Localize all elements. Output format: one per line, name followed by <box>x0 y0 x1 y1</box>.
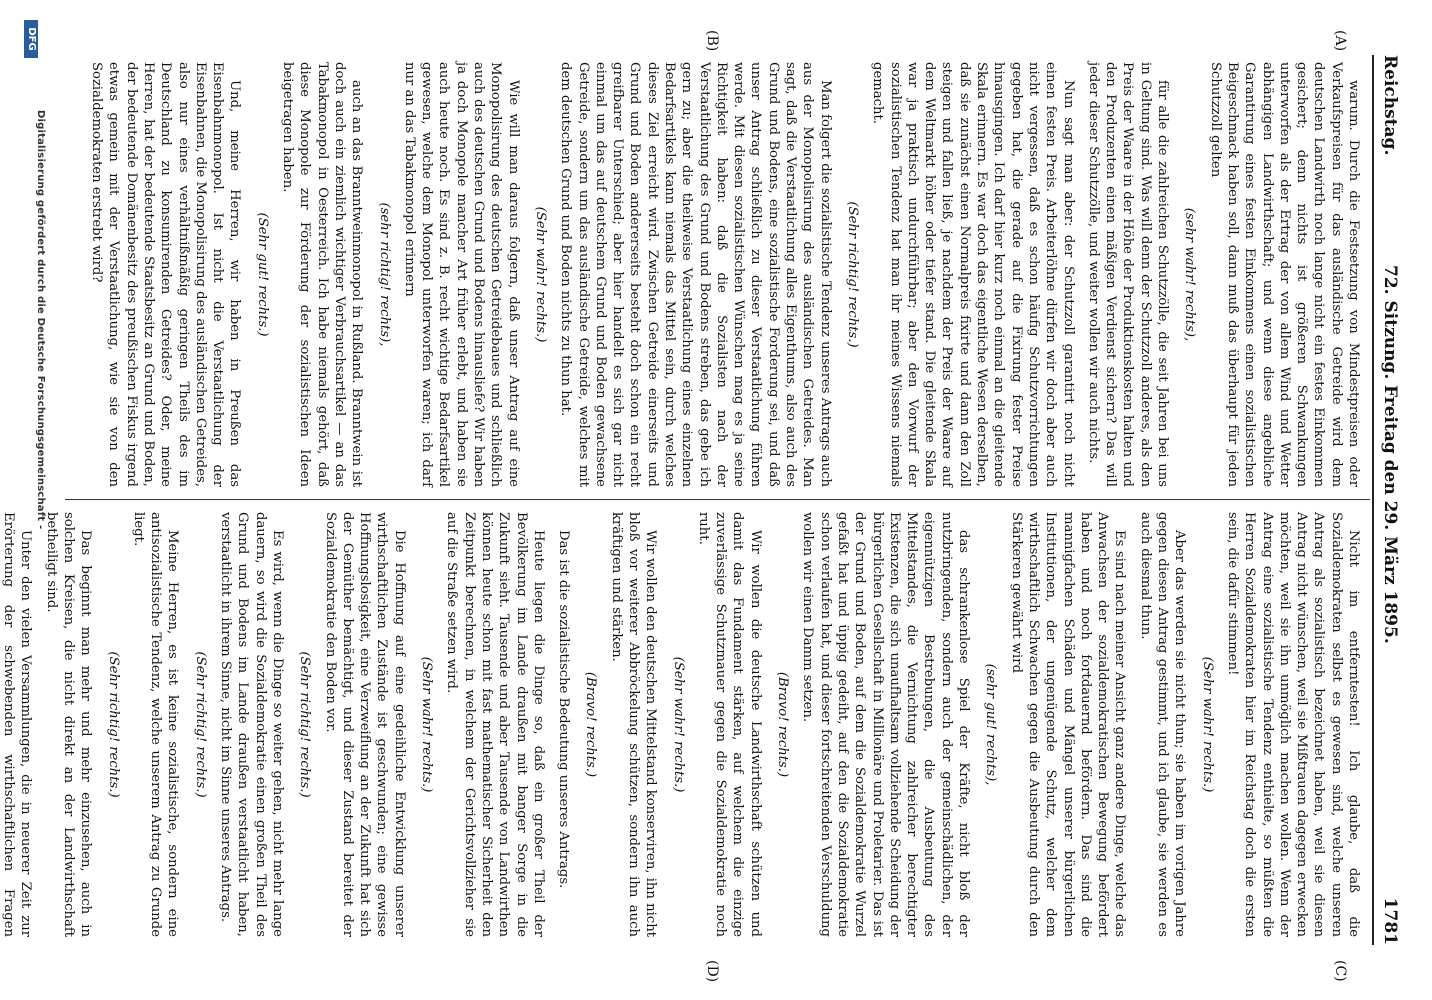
applause-note: (Sehr wahr! rechts.) <box>419 656 435 793</box>
header-rule <box>1372 55 1374 945</box>
paragraph: auch an das Branntweinmonopol in Rußland. Branntwein ist doch auch ein ziemlich wichtiger Verbrauchsartikel — an das Tabakmonopol in Oesterreich. Ich habe niemals gehört, daß diese Monopole zur Förderung der sozialistischen Ideen beigetragen haben. <box>280 62 365 487</box>
right-column <box>1 512 1362 937</box>
applause-note: (Sehr richtig! rechts.) <box>192 651 208 798</box>
digitization-credit: Digitalisierung gefördert durch die Deutsche Forschungsgemeinschaft - <box>35 110 46 530</box>
applause-note: (Sehr richtig! rechts.) <box>297 651 313 798</box>
header-page-number: 1781 <box>1380 897 1400 945</box>
paragraph: Man folgert die sozialistische Tendenz unseres Antrags auch aus der Monopolisirung des ausländischen Getreides. Man sagt, daß die Verstaatlichung alles Eigenthums, also auch des Grund und Bodens, eine sozialistische Forderung sei, und daß unser Antrag schließlich zu dieser Verstaatlichung führen werde. Mit diesen sozialistischen Wünschen mag es ja seine Richtigkeit haben: daß die Sozialisten nach der Verstaatlichung des Grund und Bodens streben, das gebe ich gern zu; aber die theilweise Verstaatlichung eines einzelnen Bedarfsartikels kann niemals das Mittel sein, durch welches dieses Ziel erreicht wird. Zwischen Getreide einerseits und Grund und Boden andererseits besteht doch schon ein recht greifbarer Unterschied; aber hier handelt es sich gar nicht einmal um das auf deutschem Grund und Boden gewachsene Getreide, sondern um das ausländische Getreide, welches mit dem deutschen Grund und Boden nichts zu thun hat. <box>558 62 833 487</box>
paragraph: Unter den vielen Versammlungen, die in neuerer Zeit zur Erörterung der schwebenden wirthschaftlichen Fragen <box>1 512 34 937</box>
dfg-logo: DFG <box>24 20 38 58</box>
paragraph: Das beginnt man mehr und mehr einzusehen, auch in solchen Kreisen, die nicht direkt an der Landwirthschaft betheiligt sind. <box>43 512 94 937</box>
paragraph: Heute liegen die Dinge so, daß ein großer Theil der Bevölkerung im Lande draußen mit banger Sorge in die Zukunft sieht. Tausende und aber Tausende von Landwirthen können heute schon mit fast mathematischer Sicherheit den Zeitpunkt berechnen, in welchem der Gerichtsvollzieher sie auf die Straße setzen wird. <box>444 512 546 937</box>
paragraph: Die Hoffnung auf eine gedeihliche Entwicklung unserer wirthschaftlichen Zustände ist geschwunden; eine gewisse Hoffnungslosigkeit, eine Verzweiflung an der Zukunft hat sich der Gemüther bemächtigt, und dieser Zustand bereitet der Sozialdemokratie den Boden vor. <box>322 512 407 937</box>
header-publication: Reichstag. <box>1380 55 1400 156</box>
paragraph: Das ist die sozialistische Bedeutung unseres Antrags. <box>556 530 572 889</box>
paragraph: Aber das werden sie nicht thun; sie haben im vorigen Jahre gegen diesen Antrag gestimmt, und ich glaube, sie werden es auch diesmal thun. <box>1137 512 1188 937</box>
paragraph: Nun sagt man aber: der Schutzzoll garantirt noch nicht einen festen Preis. Arbeiterlöhne dürfen wir doch aber auch nicht vergessen, daß es schon häufig Schutzvorrichtungen gegeben hat, die gerade auf die Fixirung fester Preise hinausgingen. Ich darf hier kurz noch einmal an die gleitende Skala erinnern. Es war doch das eigentliche Wesen derselben, daß sie zunächst einen Normalpreis fixirte und dann den Zoll steigen und fallen ließ, je nachdem der Preis der Waare auf dem Weltmarkt höher oder tiefer stand. Die gleitende Skala war ja praktisch undurchführbar; aber den Vorwurf der sozialistischen Tendenz hat man ihr meines Wissens niemals gemacht. <box>870 62 1076 487</box>
paragraph: das schrankenlose Spiel der Kräfte, nicht bloß der nutzbringenden, sondern auch der gemeinschädlichen, der eigennützigen Bestrebungen, die Ausbeutung des Mittelstandes, die Vernichtung zahlreicher berechtigter Existenzen, die sich unaufhaltsam vollziehende Scheidung der bürgerlichen Gesellschaft in Millionäre und Proletarier. Das ist der Grund und Boden, auf dem die Sozialdemokratie Wurzel gefaßt hat und üppig gedeiht, auf den die Sozialdemokratie schon verlaufen hat, und dieser fortschreitenden Verschuldung wollen wir einen Damm setzen. <box>800 512 972 937</box>
paragraph: Meine Herren, es ist keine sozialistische, sondern eine antisozialistische Tendenz, welche unserem Antrag zu Grunde liegt. <box>130 512 181 937</box>
paragraph: Und, meine Herren, wir haben in Preußen das Eisenbahnmonopol. Ist nicht die Verstaatlichung der Eisenbahnen, die Monopolisirung des ausländischen Getreides, also nur eines verhältnißmäßig geringen Theils des im Deutschland zu konsumirenden Getreides? Oder, meine Herren, hat der bedeutende Staatsbesitz an Grund und Boden, der bedeutende Domänenbesitz des preußischen Fiskus irgend etwas gemein mit der Verstaatlichung, wie sie von den Sozialdemokraten erstrebt wird? <box>89 62 243 488</box>
paragraph: Wir wollen die deutsche Landwirthschaft schützen und damit das Fundament stärken, auf welchem die einzige zuverlässige Schutzmauer gegen die Sozialdemokratie noch ruht. <box>695 512 763 937</box>
paragraph: Es sind nach meiner Ansicht ganz andere Dinge, welche das Anwachsen der sozialdemokratischen Bewegung befördert haben und noch fortdauernd befördern. Das sind die mannigfachen Schäden und Mängel unserer bürgerlichen Institutionen, der ungenügende Schutz, welcher dem wirthschaftlich Schwachen gegen die Ausbeutung durch den Stärkeren gewährt wird <box>1008 512 1128 937</box>
header-session: 72. Sitzung. <box>1380 265 1400 380</box>
applause-note: (Sehr richtig! rechts.) <box>105 651 121 798</box>
paragraph: warum. Durch die Festsetzung von Mindestpreisen oder Verkaufspreisen für das ausländische Getreide wird dem deutschen Landwirth noch lange nicht ein festes Einkommen gesichert; denn nichts ist größeren Schwankungen unterworfen als der Ertrag der von allem Wind und Wetter abhängigen Landwirthschaft; und wenn diese angebliche Garantirung eines festen Einkommens einen sozialistischen Beigeschmack haben soll, dann muß das überhaupt für jeden Schutzzoll gelten <box>1207 62 1361 487</box>
column-divider <box>65 499 1370 500</box>
applause-note: (Bravo! rechts.) <box>583 671 599 778</box>
page-header <box>1378 55 1410 945</box>
applause-note: (Sehr gut! rechts.) <box>254 212 270 337</box>
paragraph: Es wird, wenn die Dinge so weiter gehen, nicht mehr lange dauern, so wird die Sozialdemokratie einen großen Theil des Grund und Bodens im Lande draußen verstaatlicht haben, verstaatlicht in ihrem Sinne, nicht im Sinne unseres Antrags. <box>218 512 285 937</box>
margin-marker-a: (A) <box>1332 30 1348 52</box>
applause-note: (Sehr wahr! rechts.) <box>532 206 548 343</box>
applause-note: (sehr wahr! rechts), <box>1182 207 1198 342</box>
paragraph: Wir wollen den deutschen Mittelstand konserviren, ihn nicht bloß vor weiterer Abbröckelung schützen, sondern ihn auch kräftigen und stärken. <box>608 512 659 937</box>
paragraph: Nicht im entferntesten! Ich glaube, daß die Sozialdemokraten selbst es gewesen sind, welche unseren Antrag als sozialistisch bezeichnet haben, weil sie diesen Antrag nicht wünschen, weil sie Mißtrauen dagegen erwecken möchten, weil sie ihn unmöglich machen wollen. Wenn der Antrag eine sozialistische Tendenz enthielte, so müßten die Herren Sozialdemokraten hier im Reichstag doch die ersten sein, die dafür stimmen! <box>1224 512 1361 937</box>
applause-note: (sehr richtig! rechts), <box>376 202 392 347</box>
header-date: Freitag den 29. März 1895. <box>1380 385 1400 644</box>
applause-note: (Sehr wahr! rechts.) <box>670 656 686 793</box>
paragraph: Wie will man daraus folgern, daß unser Antrag auf eine Monopolisirung des deutschen Getreidebaues und schließlich auch des deutschen Grund und Bodens hinausliefe? Wir haben ja doch Monopole mancher Art früher erlebt, und haben sie auch heute noch. Es sind z. B. recht wichtige Bedarfsartikel gewesen, welche dem Monopol unterworfen waren; ich darf nur an das Tabakmonopol erinnern <box>401 62 521 487</box>
applause-note: (Sehr richtig! rechts.) <box>844 201 860 348</box>
applause-note: (Sehr wahr! rechts.) <box>1199 656 1215 793</box>
margin-marker-c: (C) <box>1332 960 1348 982</box>
applause-note: (sehr gut! rechts), <box>983 663 999 786</box>
left-column <box>62 62 1362 487</box>
margin-marker-d: (D) <box>704 960 720 983</box>
paragraph: für alle die zahlreichen Schutzzölle, die seit Jahren bei uns in Geltung sind. Was will denn der Schutzzoll anderes, als den Preis der Waare in der Höhe der Produktionskosten halten und den Produzenten einen mäßigen Verdienst sichern? Das will jeder dieser Schutzzölle, und weiter wollen wir auch nichts. <box>1085 62 1171 487</box>
margin-marker-b: (B) <box>704 30 720 52</box>
applause-note: (Bravo! rechts.) <box>775 671 791 778</box>
